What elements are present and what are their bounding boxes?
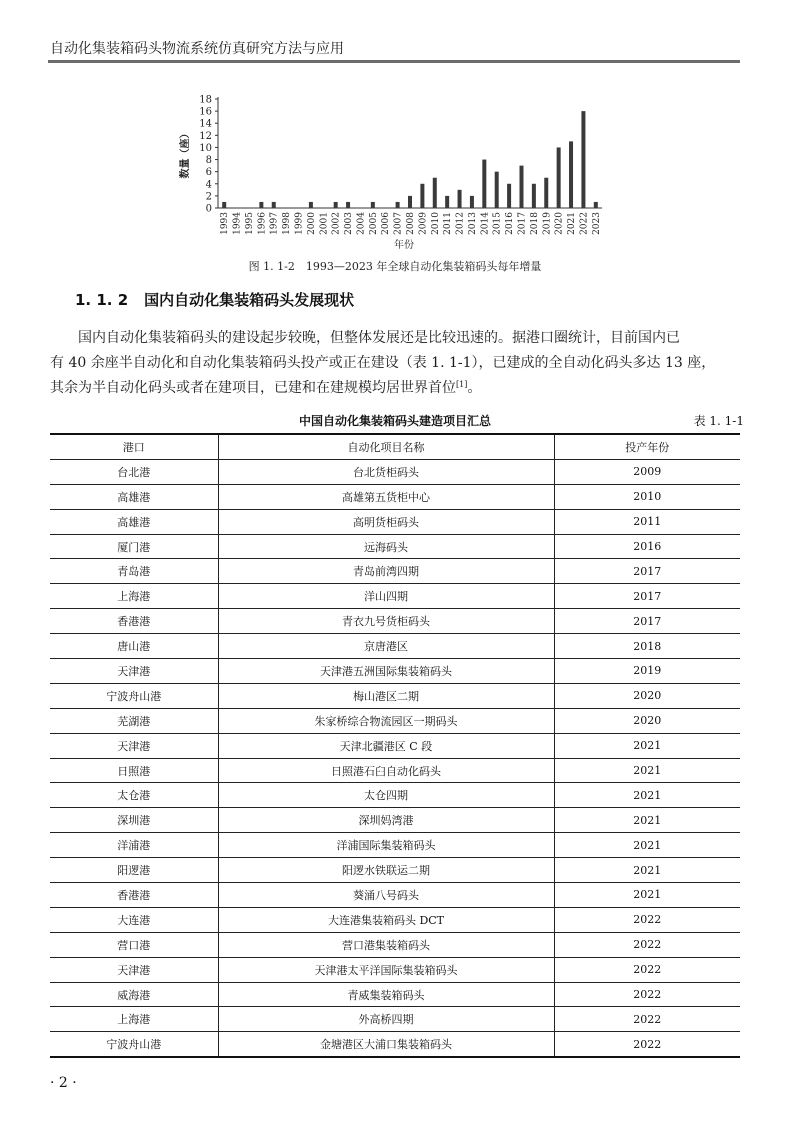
cell-port: 香港港 (50, 609, 218, 634)
table-row (50, 609, 740, 634)
y-axis-label: 数量（座） (180, 128, 191, 179)
table-title: 中国自动化集装箱码头建造项目汇总 (298, 414, 491, 428)
cell-port: 宁波舟山港 (50, 683, 218, 708)
paragraph-line: 有 40 余座半自动化和自动化集装箱码头投产或正在建设（表 1. 1-1），已建成的全自动化码头多达 13 座， (50, 355, 716, 371)
cell-project: 洋浦国际集装箱码头 (218, 833, 554, 858)
cell-port: 天津港 (50, 733, 218, 758)
header-year: 投产年份 (554, 434, 740, 459)
table-row (50, 634, 740, 659)
paragraph-line: 其余为半自动化码头或者在建项目，已建和在建规模均居世界首位 (50, 380, 456, 396)
x-tick-label: 2019 (542, 212, 553, 235)
bar-2003 (346, 202, 350, 208)
annual-increment-bar-chart (170, 84, 610, 252)
x-tick-label: 2011 (443, 212, 454, 235)
table-row (50, 509, 740, 534)
cell-year: 2022 (554, 1032, 740, 1057)
table-row (50, 683, 740, 708)
x-axis-label: 年份 (394, 240, 414, 251)
cell-project: 天津北疆港区 C 段 (218, 733, 554, 758)
table-row (50, 1007, 740, 1032)
y-tick-label: 10 (199, 142, 212, 154)
x-tick-label: 2004 (356, 212, 367, 235)
x-tick-label: 1994 (232, 212, 243, 235)
table-row (50, 932, 740, 957)
y-tick-label: 18 (199, 94, 212, 106)
y-tick-label: 0 (205, 203, 212, 215)
projects-table (50, 433, 740, 1058)
x-tick-label: 2020 (554, 212, 565, 235)
x-tick-label: 2017 (517, 212, 528, 235)
y-tick-label: 12 (199, 130, 212, 142)
bar-2012 (458, 190, 462, 208)
bar-2010 (433, 178, 437, 208)
cell-port: 青岛港 (50, 559, 218, 584)
y-tick-label: 6 (205, 167, 212, 179)
bar-1997 (272, 202, 276, 208)
cell-year: 2021 (554, 858, 740, 883)
cell-year: 2021 (554, 833, 740, 858)
x-tick-label: 2010 (430, 212, 441, 235)
cell-year: 2011 (554, 509, 740, 534)
x-tick-label: 2014 (480, 212, 491, 235)
x-tick-label: 2000 (306, 212, 317, 235)
cell-port: 太仓港 (50, 783, 218, 808)
y-tick-label: 8 (205, 155, 212, 167)
header-project: 自动化项目名称 (218, 434, 554, 459)
bar-2017 (519, 166, 523, 208)
x-tick-label: 2022 (579, 212, 590, 235)
cell-port: 大连港 (50, 907, 218, 932)
bar-1993 (222, 202, 226, 208)
table-row (50, 534, 740, 559)
table-row (50, 833, 740, 858)
cell-port: 上海港 (50, 584, 218, 609)
y-tick-label: 16 (199, 106, 212, 118)
cell-port: 威海港 (50, 982, 218, 1007)
cell-project: 深圳妈湾港 (218, 808, 554, 833)
bar-2005 (371, 202, 375, 208)
table-row (50, 808, 740, 833)
cell-year: 2020 (554, 708, 740, 733)
x-tick-label: 2007 (393, 212, 404, 235)
cell-project: 高明货柜码头 (218, 509, 554, 534)
cell-year: 2021 (554, 883, 740, 908)
bar-2018 (532, 184, 536, 208)
cell-year: 2021 (554, 758, 740, 783)
table-row (50, 708, 740, 733)
cell-year: 2020 (554, 683, 740, 708)
section-heading (75, 289, 354, 310)
cell-year: 2022 (554, 1007, 740, 1032)
paragraph-line: 国内自动化集装箱码头的建设起步较晚，但整体发展还是比较迅速的。据港口圈统计，目前国内已 (78, 330, 680, 346)
cell-year: 2021 (554, 783, 740, 808)
y-tick-label: 14 (199, 118, 212, 130)
cell-year: 2018 (554, 634, 740, 659)
x-tick-label: 2023 (591, 212, 602, 235)
table-row (50, 733, 740, 758)
cell-year: 2021 (554, 808, 740, 833)
bar-2022 (581, 111, 585, 208)
bar-2009 (420, 184, 424, 208)
cell-port: 天津港 (50, 659, 218, 684)
cell-project: 天津港太平洋国际集装箱码头 (218, 957, 554, 982)
x-tick-label: 1995 (244, 212, 255, 235)
cell-year: 2010 (554, 484, 740, 509)
bar-2015 (495, 172, 499, 208)
x-tick-label: 2003 (344, 212, 355, 235)
x-tick-label: 2021 (567, 212, 578, 235)
paragraph-end: 。 (467, 380, 482, 396)
table-row (50, 982, 740, 1007)
cell-port: 台北港 (50, 459, 218, 484)
table-header-row (50, 434, 740, 459)
x-tick-label: 1993 (220, 212, 231, 235)
table-row (50, 758, 740, 783)
bar-2007 (396, 202, 400, 208)
cell-year: 2021 (554, 733, 740, 758)
cell-project: 日照港石臼自动化码头 (218, 758, 554, 783)
cell-project: 葵涌八号码头 (218, 883, 554, 908)
cell-project: 高雄第五货柜中心 (218, 484, 554, 509)
x-tick-label: 2016 (505, 212, 516, 235)
cell-port: 阳逻港 (50, 858, 218, 883)
bar-2002 (334, 202, 338, 208)
figure-caption: 图 1. 1-2 1993—2023 年全球自动化集装箱码头每年增量 (248, 260, 542, 273)
x-tick-label: 1996 (257, 212, 268, 235)
cell-port: 宁波舟山港 (50, 1032, 218, 1057)
table-row (50, 584, 740, 609)
cell-year: 2016 (554, 534, 740, 559)
table-number: 表 1. 1-1 (693, 414, 744, 428)
cell-year: 2009 (554, 459, 740, 484)
cell-project: 阳逻水铁联运二期 (218, 858, 554, 883)
x-tick-label: 2018 (529, 212, 540, 235)
cell-project: 朱家桥综合物流园区一期码头 (218, 708, 554, 733)
y-tick-label: 2 (205, 191, 212, 203)
table-row (50, 858, 740, 883)
x-tick-label: 2013 (467, 212, 478, 235)
bar-2011 (445, 196, 449, 208)
cell-port: 天津港 (50, 957, 218, 982)
bar-2013 (470, 196, 474, 208)
x-tick-label: 2009 (418, 211, 429, 235)
header-port: 港口 (50, 434, 218, 459)
table-row (50, 459, 740, 484)
bar-2021 (569, 141, 573, 208)
cell-year: 2022 (554, 932, 740, 957)
cell-project: 梅山港区二期 (218, 683, 554, 708)
cell-year: 2022 (554, 982, 740, 1007)
x-tick-label: 1998 (282, 212, 293, 235)
cell-project: 太仓四期 (218, 783, 554, 808)
cell-port: 日照港 (50, 758, 218, 783)
x-tick-label: 2002 (331, 212, 342, 235)
cell-year: 2022 (554, 907, 740, 932)
cell-project: 金塘港区大浦口集装箱码头 (218, 1032, 554, 1057)
x-tick-label: 1999 (294, 212, 305, 235)
cell-project: 外高桥四期 (218, 1007, 554, 1032)
cell-project: 洋山四期 (218, 584, 554, 609)
section-number: 1. 1. 2 (75, 291, 129, 309)
table-row (50, 1032, 740, 1057)
bar-2019 (544, 178, 548, 208)
x-tick-label: 2005 (368, 212, 379, 235)
table-row (50, 783, 740, 808)
cell-port: 芜湖港 (50, 708, 218, 733)
y-tick-label: 4 (205, 179, 212, 191)
bar-2023 (594, 202, 598, 208)
cell-year: 2017 (554, 559, 740, 584)
cell-project: 青岛前湾四期 (218, 559, 554, 584)
x-tick-label: 2015 (492, 212, 503, 235)
cell-year: 2017 (554, 609, 740, 634)
page-number: · 2 · (50, 1075, 77, 1091)
bar-2016 (507, 184, 511, 208)
cell-project: 台北货柜码头 (218, 459, 554, 484)
cell-project: 远海码头 (218, 534, 554, 559)
bar-1996 (259, 202, 263, 208)
x-tick-label: 1997 (269, 212, 280, 235)
bar-2020 (557, 147, 561, 208)
cell-port: 香港港 (50, 883, 218, 908)
table-row (50, 957, 740, 982)
running-head-title: 自动化集装箱码头物流系统仿真研究方法与应用 (50, 41, 344, 57)
x-tick-label: 2008 (406, 212, 416, 235)
section-title: 国内自动化集装箱码头发展现状 (144, 291, 355, 309)
cell-project: 京唐港区 (218, 634, 554, 659)
cell-project: 天津港五洲国际集装箱码头 (218, 659, 554, 684)
cell-port: 厦门港 (50, 534, 218, 559)
cell-port: 深圳港 (50, 808, 218, 833)
cell-port: 唐山港 (50, 634, 218, 659)
x-tick-label: 2001 (319, 212, 330, 235)
table-row (50, 484, 740, 509)
cell-project: 青衣九号货柜码头 (218, 609, 554, 634)
table-row (50, 883, 740, 908)
bar-2014 (482, 160, 486, 208)
table-row (50, 659, 740, 684)
citation-ref[interactable]: [1] (456, 380, 468, 389)
x-tick-label: 2012 (455, 212, 466, 235)
cell-port: 营口港 (50, 932, 218, 957)
cell-port: 洋浦港 (50, 833, 218, 858)
x-tick-label: 2006 (381, 212, 392, 235)
bar-2008 (408, 196, 412, 208)
cell-project: 青威集装箱码头 (218, 982, 554, 1007)
bar-2000 (309, 202, 313, 208)
cell-project: 大连港集装箱码头 DCT (218, 907, 554, 932)
header-rule (48, 60, 740, 63)
table-row (50, 559, 740, 584)
cell-port: 上海港 (50, 1007, 218, 1032)
cell-year: 2022 (554, 957, 740, 982)
cell-port: 高雄港 (50, 509, 218, 534)
cell-year: 2017 (554, 584, 740, 609)
body-paragraph (50, 326, 742, 401)
cell-project: 营口港集装箱码头 (218, 932, 554, 957)
table-row (50, 907, 740, 932)
cell-year: 2019 (554, 659, 740, 684)
cell-port: 高雄港 (50, 484, 218, 509)
